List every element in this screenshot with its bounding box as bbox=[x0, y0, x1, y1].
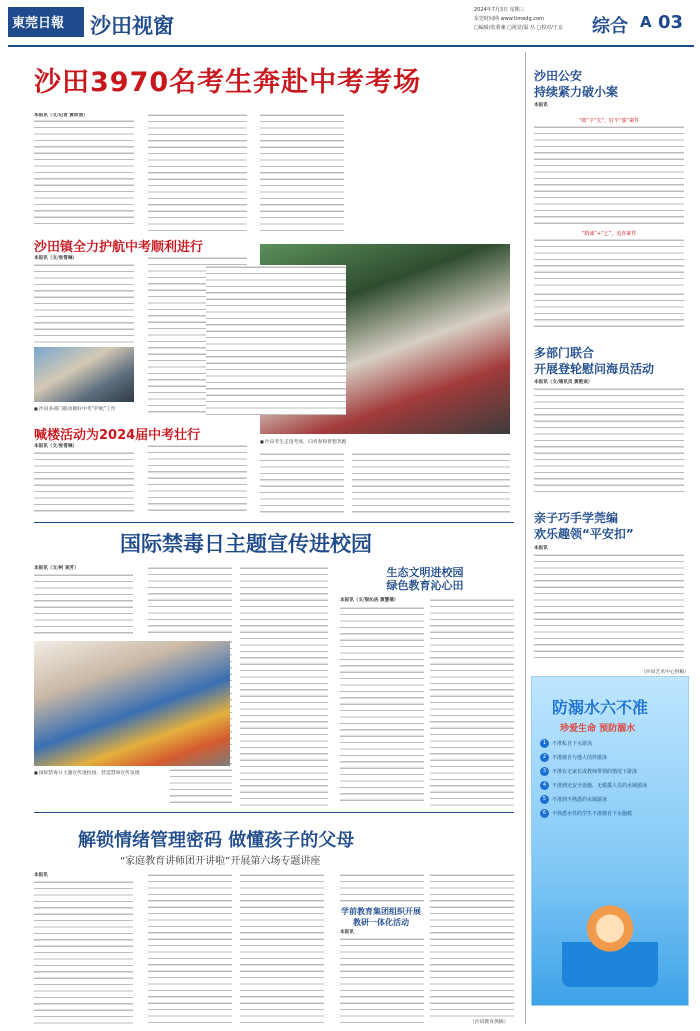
right2-body bbox=[534, 387, 684, 497]
article1-text-fill bbox=[34, 119, 134, 229]
article1-body-col2 bbox=[148, 113, 247, 233]
rule-number-icon: 3 bbox=[540, 767, 549, 776]
article3-byline: 本报讯（文/张雪琳） bbox=[34, 444, 78, 449]
article3-body-col3 bbox=[260, 452, 344, 516]
headline-article4: 国际禁毒日主题宣传进校园 bbox=[120, 532, 372, 556]
headline-article6: 解锁情绪管理密码 做懂孩子的父母 bbox=[78, 830, 355, 851]
poster-rule-4: 4 不准到无安全设施、无救援人员的水域游泳 bbox=[540, 781, 680, 790]
article2-body-col3 bbox=[206, 265, 346, 415]
article2-body-col1 bbox=[34, 263, 134, 343]
poster-rule-6: 6 不熟悉水性的学生不准擅自下水施救 bbox=[540, 809, 680, 818]
right1-subhead1: “细”字“先”，盯牢“偷”案件 bbox=[578, 118, 640, 124]
article4-body-col3 bbox=[240, 566, 328, 806]
article1-body bbox=[34, 113, 134, 233]
poster-rule-2: 2 不准擅自与他人结伴游泳 bbox=[540, 753, 680, 762]
drowning-poster bbox=[531, 676, 689, 1006]
rule-number-icon: 5 bbox=[540, 795, 549, 804]
editors-line: □编辑/张秉兼 □视觉/温 丛 □校对/王京 bbox=[474, 25, 563, 31]
page-number: 03 bbox=[658, 12, 684, 33]
article4-byline: 本报讯（文/柯 美芳） bbox=[34, 566, 79, 571]
article4-body-col2 bbox=[148, 566, 232, 636]
article6-subtitle: “家庭教育讲师团开讲啦”开展第六场专题讲座 bbox=[120, 856, 321, 867]
article6-body-col4 bbox=[340, 873, 424, 903]
rule-number-icon: 4 bbox=[540, 781, 549, 790]
article6-byline: 本报讯 bbox=[34, 873, 48, 878]
headline-article7: 学前教育集团组织开展 教研一体化活动 bbox=[341, 907, 421, 927]
right2-byline: 本报讯（文/通讯员 黄艳欢） bbox=[534, 380, 593, 385]
article3-body-col2 bbox=[148, 444, 247, 516]
page-letter: A bbox=[640, 13, 652, 31]
headline-right3: 亲子巧手学莞编 欢乐趣领“平安扣” bbox=[534, 511, 634, 541]
article3-body-col1 bbox=[34, 451, 134, 516]
poster-swimmer-illustration bbox=[562, 897, 658, 987]
right1-body-b bbox=[534, 238, 684, 288]
poster-rule-list bbox=[540, 739, 680, 823]
article1-byline: 本报讯（文/记者 黄政清） bbox=[34, 113, 88, 118]
right1-byline: 本报讯 bbox=[534, 103, 548, 108]
right1-body-a bbox=[534, 125, 684, 225]
article6-body-col2 bbox=[148, 873, 232, 1025]
column-divider bbox=[525, 52, 526, 1024]
article2-photo bbox=[34, 347, 134, 402]
right1-body-c bbox=[534, 292, 684, 332]
headline-right1: 沙田公安 持续紧力破小案 bbox=[534, 69, 619, 99]
headline-article3: 喊楼活动为2024届中考壮行 bbox=[34, 428, 201, 443]
newspaper-logo-text: 東莞日報 bbox=[12, 16, 65, 31]
article4-photo bbox=[34, 641, 230, 766]
section-rule-2 bbox=[34, 812, 514, 813]
article7-byline: 本报讯 bbox=[340, 930, 354, 935]
right3-footer: （沙田艺术中心供稿） bbox=[641, 670, 689, 675]
site-url: 东莞时间网 www.timedg.com bbox=[474, 16, 544, 22]
headline-right2: 多部门联合 开展登轮慰问海员活动 bbox=[534, 346, 655, 376]
headline-article2: 沙田镇全力护航中考顺利进行 bbox=[34, 240, 204, 255]
issue-date: 2024年7月3日 星期三 bbox=[474, 7, 525, 13]
poster-title: 防溺水六不准 bbox=[552, 698, 649, 717]
category-label: 综合 bbox=[592, 16, 628, 37]
rule-number-icon: 2 bbox=[540, 753, 549, 762]
rule-number-icon: 1 bbox=[540, 739, 549, 748]
poster-rule-3: 3 不准在无家长或教师带领的情况下游泳 bbox=[540, 767, 680, 776]
article6-body-col1 bbox=[34, 880, 133, 1025]
headline-article5: 生态文明进校园 绿色教育沁心田 bbox=[386, 566, 464, 592]
article2-byline: 本报讯（文/张雪琳） bbox=[34, 256, 78, 261]
poster-rule-1: 1 不准私自下水游泳 bbox=[540, 739, 680, 748]
right3-byline: 本报讯 bbox=[534, 546, 548, 551]
headline-article1: 沙田3970名考生奔赴中考考场 bbox=[34, 67, 422, 98]
article5-body-col2 bbox=[430, 598, 514, 806]
article4-photo-caption: ■ 国际禁毒日主题宣传进校园，营造禁毒宣传氛围 bbox=[34, 769, 140, 776]
section-title: 沙田视窗 bbox=[90, 14, 174, 38]
article5-body-col1 bbox=[340, 606, 424, 806]
rule-number-icon: 6 bbox=[540, 809, 549, 818]
article6-body-col3 bbox=[240, 873, 324, 1025]
masthead-rule bbox=[8, 45, 694, 47]
right3-body bbox=[534, 553, 684, 663]
poster-subtitle: 珍爱生命 预防溺水 bbox=[560, 724, 636, 734]
article6-footer: （沙田教育供稿） bbox=[470, 1020, 509, 1025]
article2-photo-caption: ■ 沙田多部门联动做好中考“护航”工作 bbox=[34, 405, 116, 412]
poster-rule-5: 5 不准到不熟悉的水域游泳 bbox=[540, 795, 680, 804]
article6-body-col5 bbox=[430, 873, 514, 1018]
article5-byline: 本报讯（文/梁沁洁 黄慧倩） bbox=[340, 598, 399, 603]
section-rule-1 bbox=[34, 522, 514, 523]
article4-body-col1 bbox=[34, 573, 133, 637]
right1-subhead2: “精诚”+“乞”，追查案件 bbox=[581, 231, 637, 237]
article1-body-col3 bbox=[260, 113, 344, 233]
article1-photo-caption: ■ 沙田考生走进考场，向青春和梦想奔跑 bbox=[260, 438, 346, 445]
masthead bbox=[0, 0, 700, 46]
article3-body-col4 bbox=[352, 452, 510, 516]
article7-body bbox=[340, 937, 424, 1025]
